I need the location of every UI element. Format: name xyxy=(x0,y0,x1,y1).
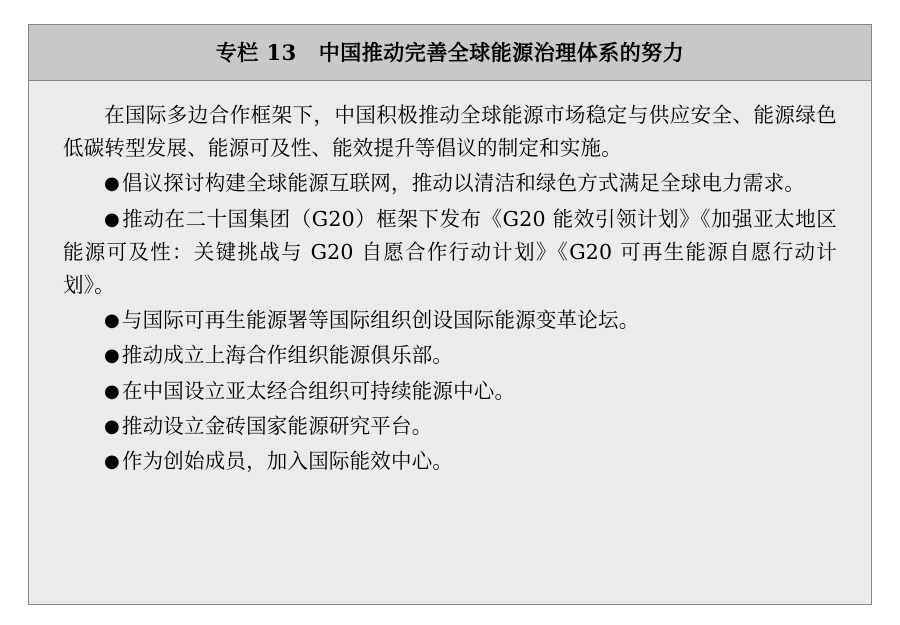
bullet-item xyxy=(63,339,837,372)
bullet-text: 推动成立上海合作组织能源俱乐部。 xyxy=(121,343,454,368)
bullet-dot-icon: ● xyxy=(104,451,120,473)
bullet-text: 与国际可再生能源署等国际组织创设国际能源变革论坛。 xyxy=(121,308,640,333)
bullet-dot-icon: ● xyxy=(104,208,121,230)
bullet-text: 倡议探讨构建全球能源互联网，推动以清洁和绿色方式满足全球电力需求。 xyxy=(121,171,806,196)
bullet-text: 作为创始成员，加入国际能效中心。 xyxy=(121,449,454,474)
callout-number: 专栏 13 xyxy=(215,40,297,65)
bullet-item xyxy=(63,375,837,408)
paragraph-intro: 在国际多边合作框架下，中国积极推动全球能源市场稳定与供应安全、能源绿色低碳转型发展、能源可及性、能效提升等倡议的制定和实施。 xyxy=(63,103,837,161)
bullet-item xyxy=(63,445,837,478)
callout-body xyxy=(29,81,871,604)
bullet-text: 推动在二十国集团（G20）框架下发布《G20 能效引领计划》《加强亚太地区能源可及性：关键挑战与 G20 自愿合作行动计划》《G20 可再生能源自愿行动计划》。 xyxy=(63,206,837,298)
bullet-item xyxy=(63,203,837,303)
bullet-dot-icon: ● xyxy=(104,173,120,195)
bullet-dot-icon: ● xyxy=(104,380,120,402)
callout-title-text: 中国推动完善全球能源治理体系的努力 xyxy=(318,40,685,65)
bullet-text: 在中国设立亚太经合组织可持续能源中心。 xyxy=(121,378,516,403)
bullet-item xyxy=(63,167,837,200)
callout-box xyxy=(28,24,872,605)
bullet-dot-icon: ● xyxy=(104,415,120,437)
bullet-dot-icon: ● xyxy=(104,345,120,367)
callout-title xyxy=(39,37,861,67)
bullet-item xyxy=(63,304,837,337)
bullet-dot-icon: ● xyxy=(104,310,120,332)
callout-header xyxy=(29,25,871,81)
bullet-text: 推动设立金砖国家能源研究平台。 xyxy=(121,413,433,438)
bullet-item xyxy=(63,410,837,443)
